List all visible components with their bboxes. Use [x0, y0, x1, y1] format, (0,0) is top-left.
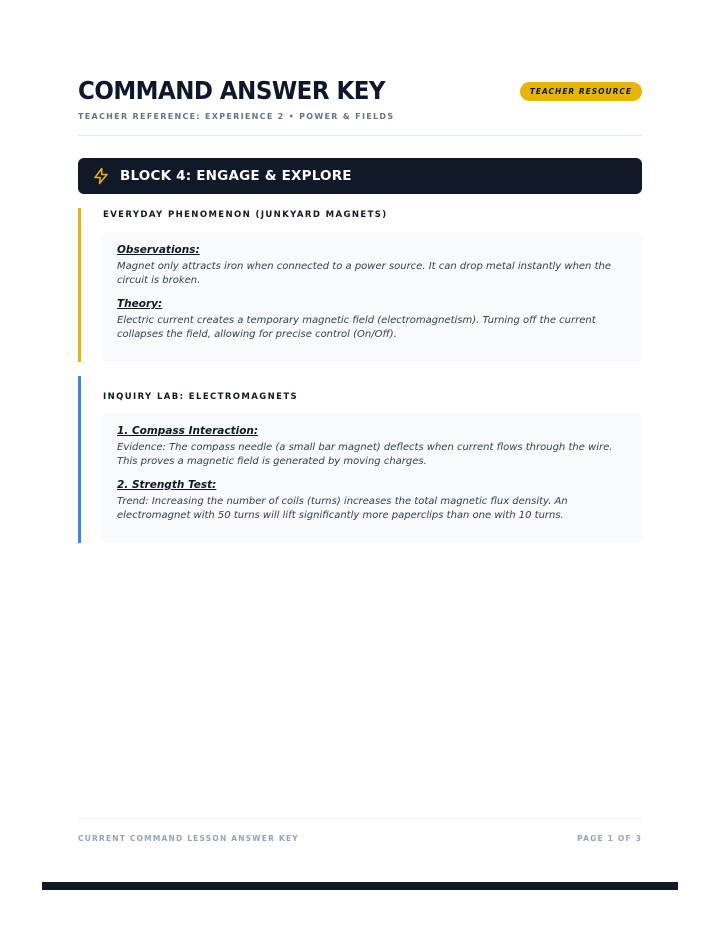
answer-item — [117, 424, 628, 469]
page-header — [78, 76, 642, 123]
section-accent-bar — [78, 376, 81, 543]
section-heading: EVERYDAY PHENOMENON (JUNKYARD MAGNETS) — [103, 210, 388, 220]
page-subtitle: TEACHER REFERENCE: EXPERIENCE 2 • POWER & FIELDS — [78, 112, 395, 121]
answer-item-text: Trend: Increasing the number of coils (turns) increases the total magnetic flux density. An electromagnet with 50 turns will lift significantly more paperclips than one with 10 turns. — [117, 496, 568, 521]
answer-item-text: Magnet only attracts iron when connected to a power source. It can drop metal instantly when the circuit is broken. — [117, 261, 611, 286]
page-number: PAGE 1 OF 3 — [577, 834, 642, 843]
section-accent-bar — [78, 208, 81, 362]
lightning-bolt-icon — [92, 167, 110, 185]
answer-item-title: 2. Strength Test: — [117, 479, 217, 491]
block-banner — [78, 158, 642, 194]
answer-card — [102, 413, 642, 543]
answer-card — [102, 232, 642, 362]
footer-title: CURRENT COMMAND LESSON ANSWER KEY — [78, 834, 299, 843]
answer-item-title: 1. Compass Interaction: — [117, 425, 259, 437]
section-inquiry-lab — [78, 376, 642, 543]
answer-item — [117, 478, 628, 523]
block-title: BLOCK 4: ENGAGE & EXPLORE — [120, 168, 352, 184]
answer-item — [117, 243, 628, 288]
page-title: COMMAND ANSWER KEY — [78, 76, 386, 105]
answer-item-title: Theory: — [117, 298, 163, 310]
bottom-accent-bar — [42, 882, 678, 890]
answer-item-text: Evidence: The compass needle (a small bar magnet) deflects when current flows through the wire. This proves a magnetic field is generated by moving charges. — [117, 442, 613, 467]
answer-item-title: Observations: — [117, 244, 200, 256]
teacher-resource-badge: TEACHER RESOURCE — [520, 82, 642, 101]
answer-item — [117, 297, 628, 342]
section-heading: INQUIRY LAB: ELECTROMAGNETS — [103, 392, 299, 402]
header-divider — [78, 135, 642, 136]
answer-item-text: Electric current creates a temporary magnetic field (electromagnetism). Turning off the current collapses the field, allowing for precise control (On/Off). — [117, 315, 596, 340]
footer-divider — [78, 818, 642, 819]
section-everyday-phenomenon — [78, 208, 642, 362]
